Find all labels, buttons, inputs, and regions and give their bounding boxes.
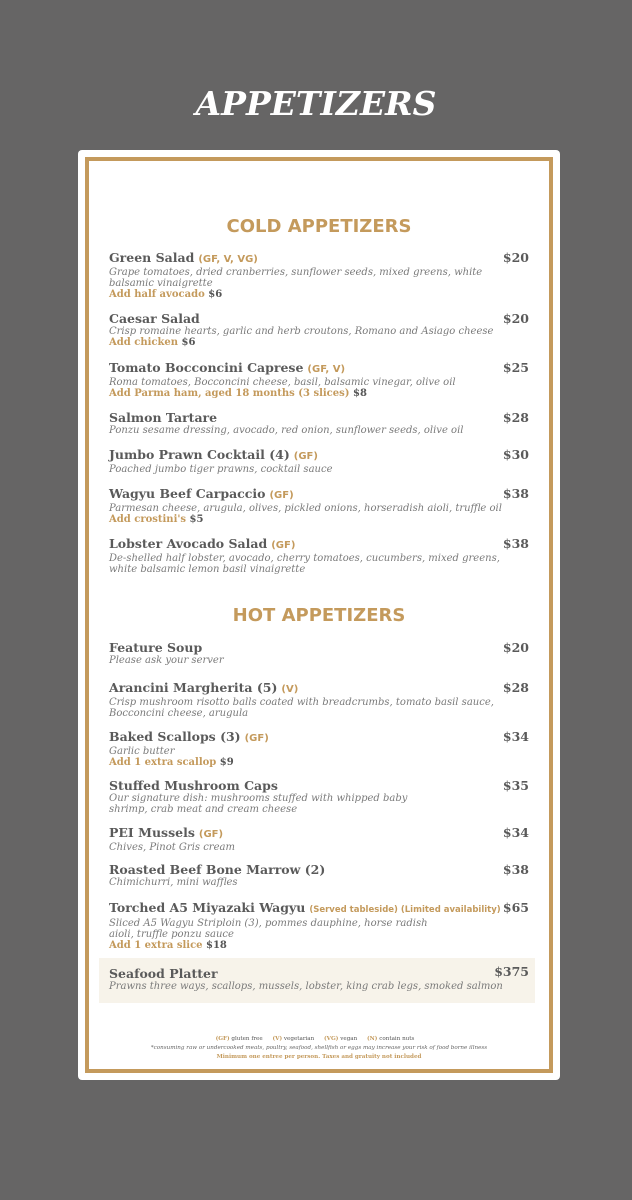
item-name: Stuffed Mushroom Caps: [109, 778, 278, 793]
item-name: Caesar Salad: [109, 311, 200, 326]
item-name: Baked Scallops (3): [109, 729, 241, 744]
item-name: Seafood Platter: [109, 966, 218, 981]
item-price: $20: [502, 311, 529, 326]
item-name: Tomato Bocconcini Caprese: [109, 360, 304, 375]
menu-card: [78, 150, 560, 1080]
diet-tag: (GF): [271, 540, 296, 551]
item-description: Prawns three ways, scallops, mussels, lobster, king crab legs, smoked salmon: [109, 981, 503, 992]
item-description: Grape tomatoes, dried cranberries, sunflower seeds, mixed greens, white balsamic vinaigrette: [109, 267, 483, 289]
addon-label: Add chicken: [109, 337, 179, 348]
item-name: Torched A5 Miyazaki Wagyu: [109, 900, 306, 915]
item-price: $35: [502, 778, 529, 793]
item-description: De-shelled half lobster, avocado, cherry tomatoes, cucumbers, mixed greens, white balsamic lemon basil vinaigrette: [109, 553, 500, 575]
item-price: $34: [502, 825, 529, 840]
menu-item: [109, 250, 529, 301]
item-description: Chimichurri, mini waffles: [109, 877, 238, 888]
diet-tag: (GF, V, VG): [198, 254, 258, 265]
item-description: Poached jumbo tiger prawns, cocktail sauce: [109, 464, 333, 475]
item-price: $20: [502, 640, 529, 655]
legend-text: vegetarian: [283, 1036, 315, 1042]
item-price: $38: [502, 486, 529, 501]
item-description: Our signature dish: mushrooms stuffed with whipped baby shrimp, crab meat and cream cheese: [109, 793, 408, 815]
item-price: $38: [502, 536, 529, 551]
item-name: PEI Mussels: [109, 825, 195, 840]
diet-tag: (GF): [269, 490, 294, 501]
item-price: $30: [502, 447, 529, 462]
menu-item: [109, 900, 529, 952]
legend-text: contain nuts: [379, 1036, 415, 1042]
addon-price: $8: [352, 388, 367, 399]
menu-item: [109, 410, 529, 436]
addon-label: Add half avocado: [109, 289, 205, 300]
addon-price: $18: [206, 940, 227, 951]
item-price: $20: [502, 250, 529, 265]
menu-footer: [78, 1035, 560, 1062]
item-description: Crisp mushroom risotto balls coated with breadcrumbs, tomato basil sauce, Bocconcini cheese, arugula: [109, 697, 494, 719]
page-title: APPETIZERS: [195, 84, 437, 123]
policy-note: Minimum one entree per person. Taxes and gratuity not included: [216, 1054, 422, 1060]
diet-tag: (GF, V): [307, 364, 346, 375]
item-name: Lobster Avocado Salad: [109, 536, 268, 551]
addon-label: Add Parma ham, aged 18 months (3 slices): [109, 388, 350, 399]
menu-item: [109, 360, 529, 400]
item-description: Garlic butter: [109, 746, 175, 757]
diet-tag: (GF): [244, 733, 269, 744]
menu-item: [109, 486, 529, 526]
addon-price: $6: [208, 289, 223, 300]
addon-label: Add crostini's: [109, 514, 187, 525]
item-description: Sliced A5 Wagyu Striploin (3), pommes dauphine, horse radish aioli, truffle ponzu sauce: [109, 918, 428, 940]
item-description: Please ask your server: [109, 655, 224, 666]
food-safety-disclaimer: *consuming raw or undercooked meats, poultry, seafood, shellfish or eggs may increase your risk of food borne illness: [150, 1045, 488, 1051]
item-price: $28: [502, 680, 529, 695]
legend-tag: (N): [367, 1036, 378, 1042]
addon-label: Add 1 extra slice: [109, 940, 203, 951]
addon-label: Add 1 extra scallop: [109, 757, 217, 768]
legend-tag: (VG): [324, 1036, 339, 1042]
section-title-hot: HOT APPETIZERS: [232, 605, 406, 626]
availability-tag: (Served tableside) (Limited availability): [309, 905, 501, 915]
menu-item: [109, 825, 529, 853]
menu-item: [109, 862, 529, 888]
legend-text: vegan: [340, 1036, 358, 1042]
menu-item: [109, 680, 529, 719]
addon-price: $5: [189, 514, 204, 525]
item-name: Salmon Tartare: [109, 410, 218, 425]
item-description: Roma tomatoes, Bocconcini cheese, basil, balsamic vinegar, olive oil: [109, 377, 456, 388]
menu-item: [109, 640, 529, 666]
item-description: Ponzu sesame dressing, avocado, red onion, sunflower seeds, olive oil: [109, 425, 464, 436]
item-description: Parmesan cheese, arugula, olives, pickled onions, horseradish aioli, truffle oil: [109, 503, 502, 514]
menu-item: [109, 447, 529, 475]
legend-tag: (V): [272, 1036, 283, 1042]
diet-tag: (GF): [198, 829, 224, 840]
item-name: Jumbo Prawn Cocktail (4): [109, 447, 290, 462]
menu-item: [109, 311, 529, 349]
legend-text: gluten free: [231, 1036, 263, 1042]
item-description: Chives, Pinot Gris cream: [109, 842, 235, 853]
item-price: $25: [502, 360, 529, 375]
addon-price: $9: [219, 757, 234, 768]
item-price: $28: [502, 410, 529, 425]
diet-tag: (GF): [293, 451, 318, 462]
menu-item: [109, 729, 529, 769]
item-price: $34: [502, 729, 529, 744]
menu-item: [109, 536, 529, 575]
addon-price: $6: [181, 337, 196, 348]
menu-item-featured: [109, 966, 529, 992]
section-title-cold: COLD APPETIZERS: [226, 216, 412, 237]
item-price: $38: [502, 862, 529, 877]
legend-tag: (GF): [215, 1036, 230, 1042]
diet-legend: [78, 1035, 560, 1044]
item-name: Roasted Beef Bone Marrow (2): [109, 862, 326, 877]
item-price: $375: [494, 964, 529, 979]
item-price: $65: [502, 900, 529, 915]
menu-item: [109, 778, 529, 815]
item-name: Green Salad: [109, 250, 195, 265]
item-name: Arancini Margherita (5): [109, 680, 278, 695]
item-description: Crisp romaine hearts, garlic and herb croutons, Romano and Asiago cheese: [109, 326, 494, 337]
item-name: Wagyu Beef Carpaccio: [109, 486, 266, 501]
diet-tag: (V): [281, 684, 299, 695]
item-name: Feature Soup: [109, 640, 203, 655]
